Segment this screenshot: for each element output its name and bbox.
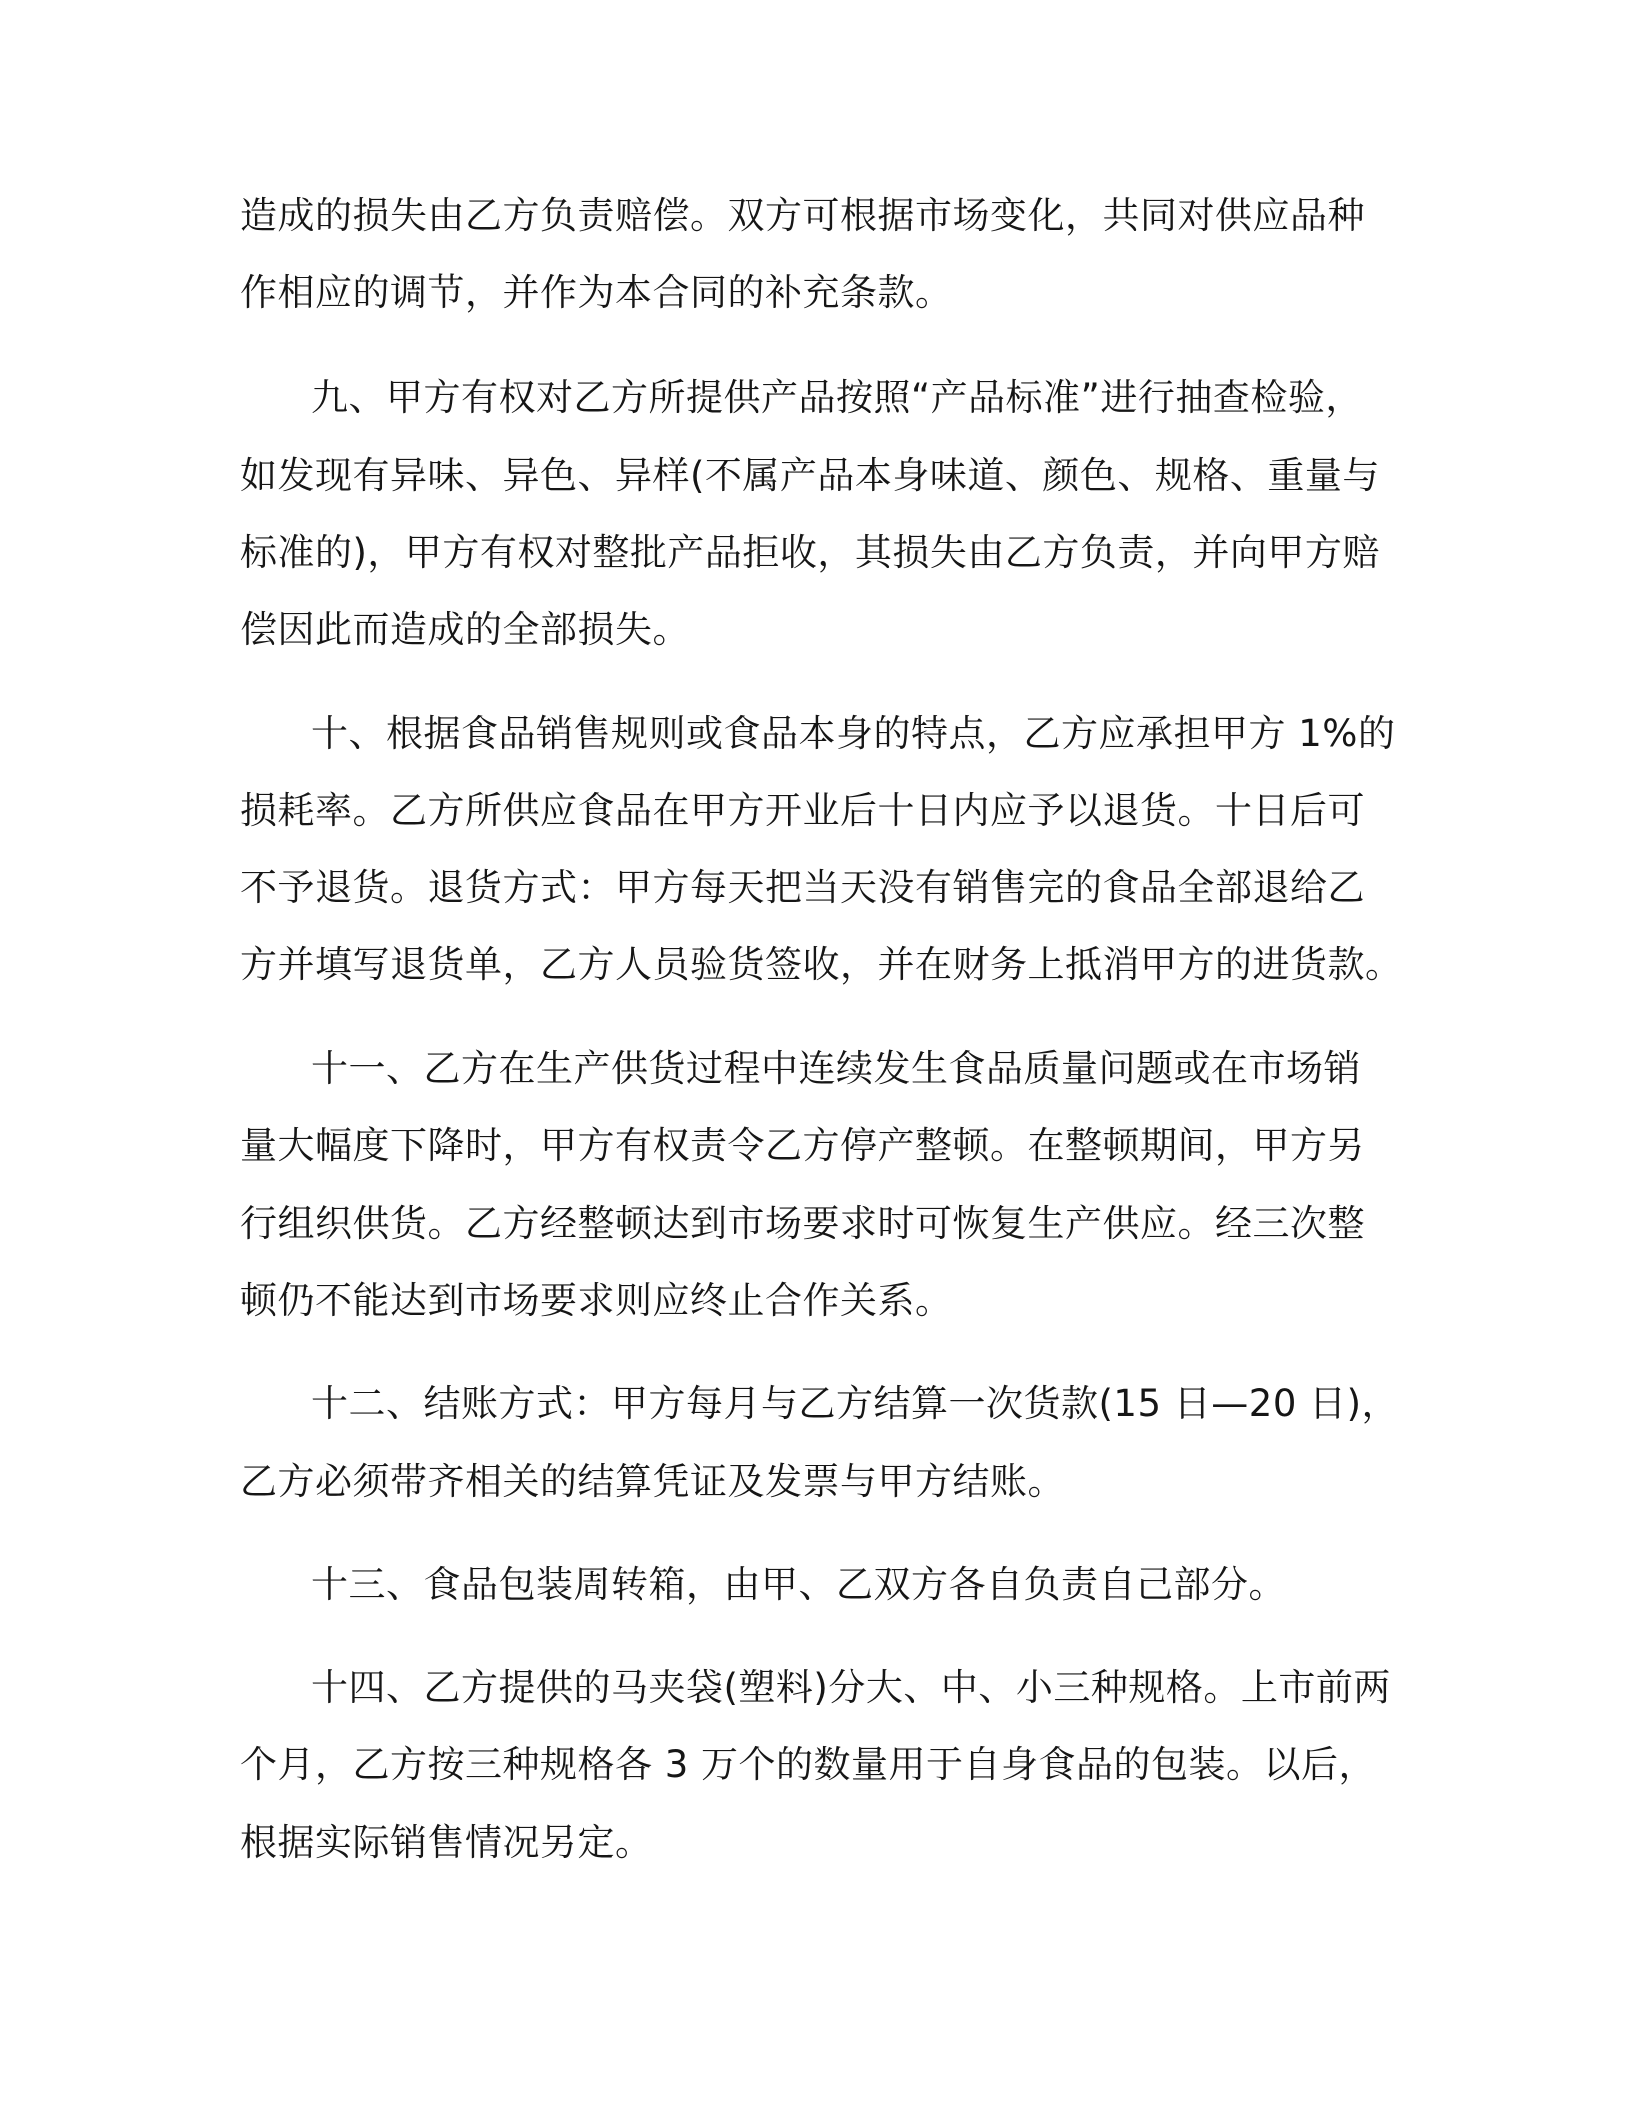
text-line: 个月，乙方按三种规格各 3 万个的数量用于自身食品的包装。以后， [240,1743,1377,1786]
text-line: 量大幅度下降时，甲方有权责令乙方停产整顿。在整顿期间，甲方另 [240,1124,1365,1167]
text-line: 行组织供货。乙方经整顿达到市场要求时可恢复生产供应。经三次整 [240,1202,1365,1245]
text-line: 十四、乙方提供的马夹袋(塑料)分大、中、小三种规格。上市前两 [311,1666,1391,1709]
text-line: 乙方必须带齐相关的结算凭证及发票与甲方结账。 [240,1460,1065,1503]
text-line: 方并填写退货单，乙方人员验货签收，并在财务上抵消甲方的进货款。 [240,943,1403,986]
text-line: 如发现有异味、异色、异样(不属产品本身味道、颜色、规格、重量与 [240,454,1380,497]
text-line: 不予退货。退货方式：甲方每天把当天没有销售完的食品全部退给乙 [240,866,1365,909]
text-line: 十三、食品包装周转箱，由甲、乙双方各自负责自己部分。 [311,1563,1286,1606]
text-line: 标准的)，甲方有权对整批产品拒收，其损失由乙方负责，并向甲方赔 [240,531,1380,574]
text-line: 造成的损失由乙方负责赔偿。双方可根据市场变化，共同对供应品种 [240,194,1365,237]
text-line: 损耗率。乙方所供应食品在甲方开业后十日内应予以退货。十日后可 [240,789,1365,832]
text-line: 根据实际销售情况另定。 [240,1821,653,1864]
text-line: 十二、结账方式：甲方每月与乙方结算一次货款(15 日—20 日)， [311,1382,1400,1425]
text-line: 作相应的调节，并作为本合同的补充条款。 [240,271,953,314]
text-line: 偿因此而造成的全部损失。 [240,608,690,651]
text-line: 九、甲方有权对乙方所提供产品按照“产品标准”进行抽查检验， [311,376,1363,419]
text-line: 十、根据食品销售规则或食品本身的特点，乙方应承担甲方 1%的 [311,712,1396,755]
text-line: 十一、乙方在生产供货过程中连续发生食品质量问题或在市场销 [311,1047,1361,1090]
text-line: 顿仍不能达到市场要求则应终止合作关系。 [240,1279,953,1322]
